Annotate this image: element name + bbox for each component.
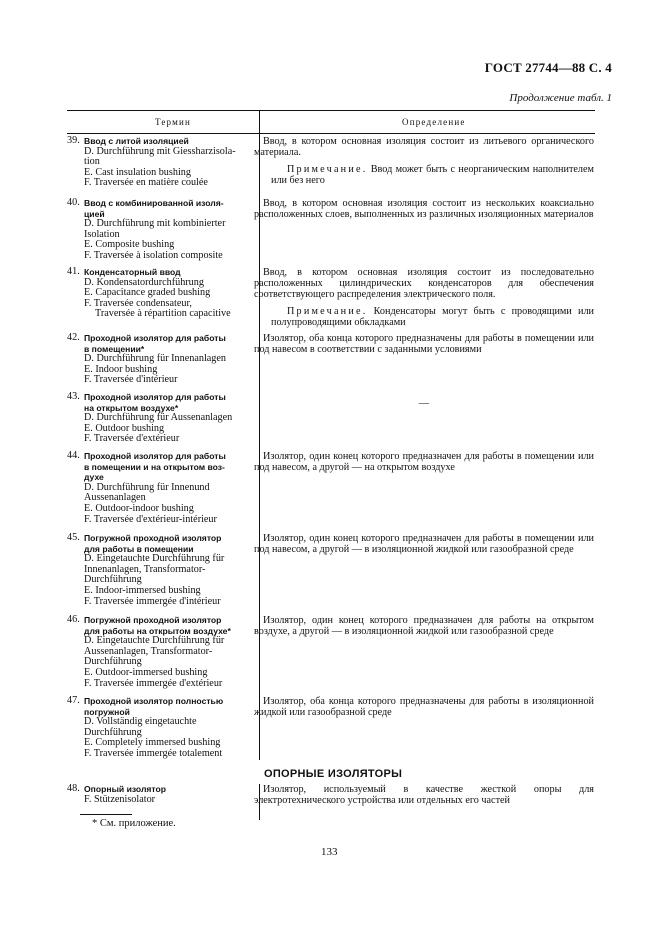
definition (254, 451, 594, 473)
definition-text: Изолятор, один конец которого предназначен для работы в помещении или под навесом, а другой — в изоляционной жидкой или газообразной среде (254, 533, 594, 555)
term-translation: D. Durchführung mit kombinierter (84, 218, 226, 230)
definition (254, 615, 594, 637)
term-russian: Проходной изолятор для работы (84, 392, 226, 402)
definition (254, 333, 594, 355)
term-translation: E. Indoor bushing (84, 363, 158, 375)
term-number: 44. (67, 450, 80, 461)
note-text: Конденсаторы могут быть с проводящими или полупроводящими обкладками (271, 306, 594, 328)
term-russian: в помещении и на открытом воз- (84, 461, 225, 472)
section-heading: ОПОРНЫЕ ИЗОЛЯТОРЫ (264, 768, 403, 780)
term-translation: E. Capacitance graded bushing (84, 287, 211, 299)
term-number: 47. (67, 695, 80, 706)
table-row (67, 392, 257, 445)
definition-text: — (418, 398, 430, 409)
table-row (67, 696, 257, 760)
term-russian: для работы на открытом воздухе* (84, 625, 231, 636)
term-translation: F. Traversée immergée totalement (84, 747, 223, 759)
table-row (67, 333, 257, 386)
table-continuation-label: Продолжение табл. 1 (509, 92, 612, 104)
definition (254, 398, 594, 409)
term-russian: Погружной проходной изолятор (84, 533, 222, 543)
term-number: 43. (67, 391, 80, 402)
footnote: * См. приложение. (92, 818, 176, 829)
term-russian: Опорный изолятор (84, 784, 167, 794)
term-russian: духе (84, 472, 104, 483)
footnote-rule (80, 814, 132, 815)
table-row (67, 451, 257, 525)
term-number: 48. (67, 783, 80, 794)
definition-text: Ввод, в котором основная изоляция состоит из нескольких коаксиально расположенных слоев, выполненных из различных изоляционных материалов (254, 198, 594, 220)
term-translation: D. Durchführung für Innenund (84, 481, 210, 493)
term-number: 42. (67, 332, 80, 343)
term-translation: F. Traversée d'extérieur (84, 433, 180, 445)
term-russian: на открытом воздухе* (84, 402, 179, 413)
term-translation: E. Outdoor-immersed bushing (84, 666, 208, 678)
definition-text: Изолятор, оба конца которого предназначены для работы в изоляционной жидкой или газообразной среде (254, 696, 594, 718)
term-translation: E. Outdoor bushing (84, 422, 165, 434)
term-translation: E. Outdoor-indoor bushing (84, 502, 194, 514)
definition (254, 136, 594, 186)
definition-note (254, 164, 594, 186)
term-translation: E. Cast insulation bushing (84, 166, 191, 178)
term-translation: D. Durchführung für Innenanlagen (84, 353, 227, 365)
column-header-definition: Определение (402, 117, 466, 127)
column-header-term: Термин (155, 117, 192, 127)
definition-text: Изолятор, один конец которого предназначен для работы в помещении или под навесом, а другой — на открытом воздухе (254, 451, 594, 473)
table-row (67, 784, 257, 805)
term-number: 40. (67, 197, 80, 208)
table-row (67, 136, 257, 189)
term-translation: D. Durchführung mit Giessharzisola- (84, 145, 236, 157)
term-translation: F. Traversée condensateur, (84, 297, 192, 309)
term-translation: E. Completely immersed bushing (84, 737, 221, 749)
note-label: Примечание. (287, 164, 368, 175)
term-translation: F. Traversée d'intérieur (84, 374, 178, 386)
term-number: 45. (67, 532, 80, 543)
page-number: 133 (321, 846, 338, 858)
term-translation: D. Eingetauchte Durchführung für (84, 635, 225, 647)
term-translation: D. Durchführung für Aussenanlagen (84, 412, 233, 424)
term-translation: D. Kondensatordurchführung (84, 276, 204, 288)
term-russian: в помещении* (84, 343, 145, 354)
table-row (67, 267, 257, 320)
table-row (67, 198, 257, 262)
term-number: 39. (67, 135, 80, 146)
term-translation: Durchführung (84, 726, 142, 738)
definition-text: Изолятор, оба конца которого предназначены для работы в помещении или под навесом в соответствии с заданными условиями (254, 333, 594, 355)
definition (254, 533, 594, 555)
term-translation: F. Traversée immergée d'extérieur (84, 677, 223, 689)
term-translation: F. Traversée en matière coulée (84, 177, 208, 189)
term-translation: Isolation (84, 228, 120, 240)
term-translation: D. Eingetauchte Durchführung für (84, 553, 225, 565)
definition-text: Ввод, в котором основная изоляция состоит из литьевого органического материала. (254, 136, 594, 158)
document-code: ГОСТ 27744—88 С. 4 (484, 60, 612, 75)
table-top-rule (67, 110, 595, 111)
definition-note (254, 306, 594, 328)
definition (254, 198, 594, 220)
definition (254, 696, 594, 718)
term-russian: Проходной изолятор полностью (84, 696, 224, 706)
term-russian: Ввод с литой изоляцией (84, 136, 189, 146)
term-translation: F. Traversée à isolation composite (84, 249, 223, 261)
term-russian: Погружной проходной изолятор (84, 615, 222, 625)
term-translation: F. Traversée d'extérieur-intérieur (84, 513, 217, 525)
term-translation: F. Traversée immergée d'intérieur (84, 595, 221, 607)
term-russian: Конденсаторный ввод (84, 267, 181, 277)
term-translation: E. Composite bushing (84, 239, 175, 251)
term-translation: E. Indoor-immersed bushing (84, 584, 201, 596)
term-russian: Проходной изолятор для работы (84, 333, 226, 343)
term-translation: Innenanlagen, Transformator- (84, 563, 206, 575)
term-translation: Aussenanlagen, Transformator- (84, 645, 213, 657)
table-row (67, 615, 257, 689)
term-translation: Durchführung (84, 656, 142, 668)
term-french: F. Stützenisolator (84, 793, 156, 805)
term-russian: для работы в помещении (84, 543, 194, 554)
term-russian: Проходной изолятор для работы (84, 451, 226, 461)
term-translation: Durchführung (84, 574, 142, 586)
definition-text: Ввод, в котором основная изоляция состоит из последовательно расположенных цилиндрических конденсаторов для обеспечения соответствующего распределения электрического поля. (254, 267, 594, 300)
table-row (67, 533, 257, 607)
note-label: Примечание. (287, 306, 368, 317)
term-number: 41. (67, 266, 80, 277)
definition-text: Изолятор, один конец которого предназначен для работы на открытом воздухе, а другой — в изоляционной жидкой или газообразной среде (254, 615, 594, 637)
term-russian: Ввод с комбинированной изоля- (84, 198, 224, 208)
note-text: Ввод может быть с неорганическим наполнителем или без него (271, 164, 594, 186)
definition (254, 784, 594, 806)
term-russian: цией (84, 208, 105, 219)
definition (254, 267, 594, 328)
term-number: 46. (67, 614, 80, 625)
term-translation: tion (84, 156, 100, 168)
term-translation: Traversée à répartition capacitive (95, 308, 231, 320)
table-header-rule (67, 133, 595, 134)
term-russian: погружной (84, 706, 130, 717)
term-translation: D. Vollständig eingetauchte (84, 716, 197, 728)
definition-text: Изолятор, используемый в качестве жесткой опоры для электротехнического устройства или отдельных его частей (254, 784, 594, 806)
term-translation: Aussenanlagen (84, 492, 146, 504)
